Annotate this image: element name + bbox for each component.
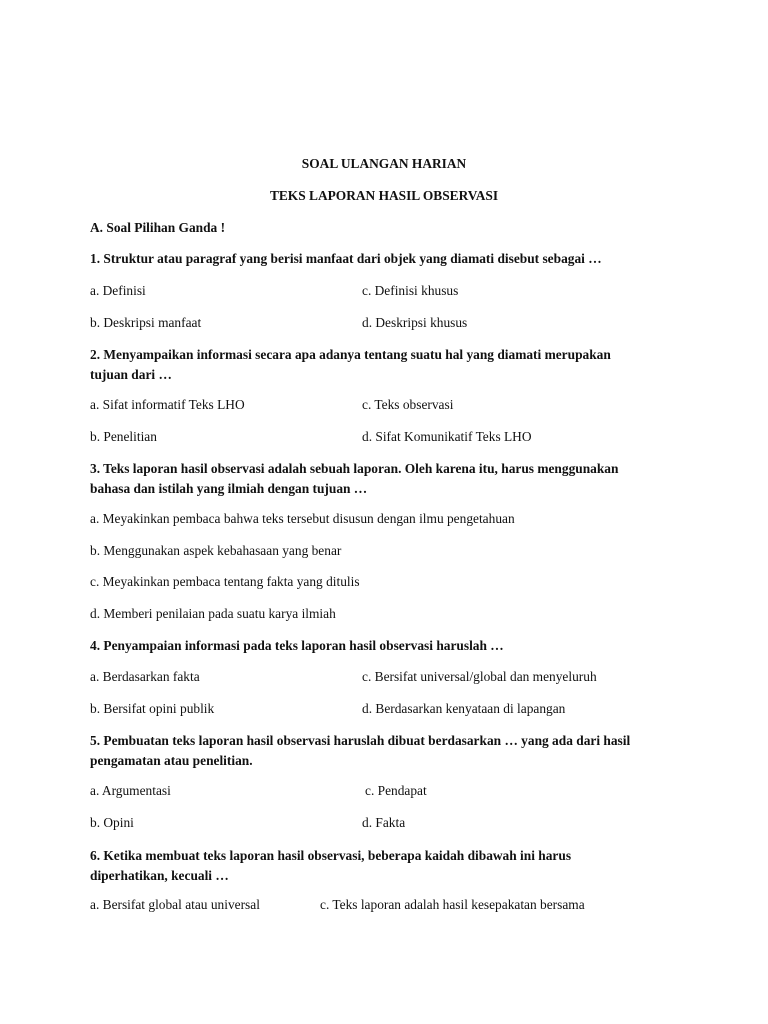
question-3-option-a: a. Meyakinkan pembaca bahwa teks tersebut disusun dengan ilmu pengetahuan bbox=[90, 511, 515, 526]
question-3-text: 3. Teks laporan hasil observasi adalah sebuah laporan. Oleh karena itu, harus menggunakan bahasa dan istilah yang ilmiah dengan tujuan … bbox=[90, 461, 619, 496]
question-1-option-c: c. Definisi khusus bbox=[362, 283, 459, 298]
question-5-option-c: c. Pendapat bbox=[365, 783, 427, 798]
question-5-text: 5. Pembuatan teks laporan hasil observasi haruslah dibuat berdasarkan … yang ada dari hasil pengamatan atau penelitian. bbox=[90, 733, 631, 768]
question-6-text: 6. Ketika membuat teks laporan hasil observasi, beberapa kaidah dibawah ini harus diperhatikan, kecuali … bbox=[90, 848, 572, 883]
question-1-option-d: d. Deskripsi khusus bbox=[362, 315, 468, 330]
question-5-option-d: d. Fakta bbox=[362, 815, 406, 830]
question-2-text: 2. Menyampaikan informasi secara apa adanya tentang suatu hal yang diamati merupakan tujuan dari … bbox=[90, 347, 611, 382]
question-6-option-a: a. Bersifat global atau universal bbox=[90, 897, 260, 912]
question-2-option-a: a. Sifat informatif Teks LHO bbox=[90, 397, 245, 412]
document-title: SOAL ULANGAN HARIAN bbox=[301, 156, 467, 171]
question-6-option-c: c. Teks laporan adalah hasil kesepakatan bersama bbox=[320, 897, 585, 912]
question-4-text: 4. Penyampaian informasi pada teks laporan hasil observasi haruslah … bbox=[90, 638, 504, 653]
section-heading: A. Soal Pilihan Ganda ! bbox=[90, 220, 226, 235]
question-4-option-a: a. Berdasarkan fakta bbox=[90, 669, 200, 684]
question-1-option-a: a. Definisi bbox=[90, 283, 146, 298]
question-4-option-c: c. Bersifat universal/global dan menyeluruh bbox=[362, 669, 597, 684]
question-3-option-c: c. Meyakinkan pembaca tentang fakta yang ditulis bbox=[90, 574, 360, 589]
question-4-option-d: d. Berdasarkan kenyataan di lapangan bbox=[362, 701, 566, 716]
question-5-option-b: b. Opini bbox=[90, 815, 134, 830]
question-3-option-b: b. Menggunakan aspek kebahasaan yang benar bbox=[90, 543, 342, 558]
question-1-option-b: b. Deskripsi manfaat bbox=[90, 315, 202, 330]
question-4-option-b: b. Bersifat opini publik bbox=[90, 701, 215, 716]
question-2-option-b: b. Penelitian bbox=[90, 429, 157, 444]
question-2-option-d: d. Sifat Komunikatif Teks LHO bbox=[362, 429, 532, 444]
document-subtitle: TEKS LAPORAN HASIL OBSERVASI bbox=[269, 188, 499, 203]
question-5-option-a: a. Argumentasi bbox=[90, 783, 171, 798]
question-2-option-c: c. Teks observasi bbox=[362, 397, 454, 412]
question-1-text: 1. Struktur atau paragraf yang berisi manfaat dari objek yang diamati disebut sebagai … bbox=[90, 251, 602, 266]
question-3-option-d: d. Memberi penilaian pada suatu karya ilmiah bbox=[90, 606, 336, 621]
